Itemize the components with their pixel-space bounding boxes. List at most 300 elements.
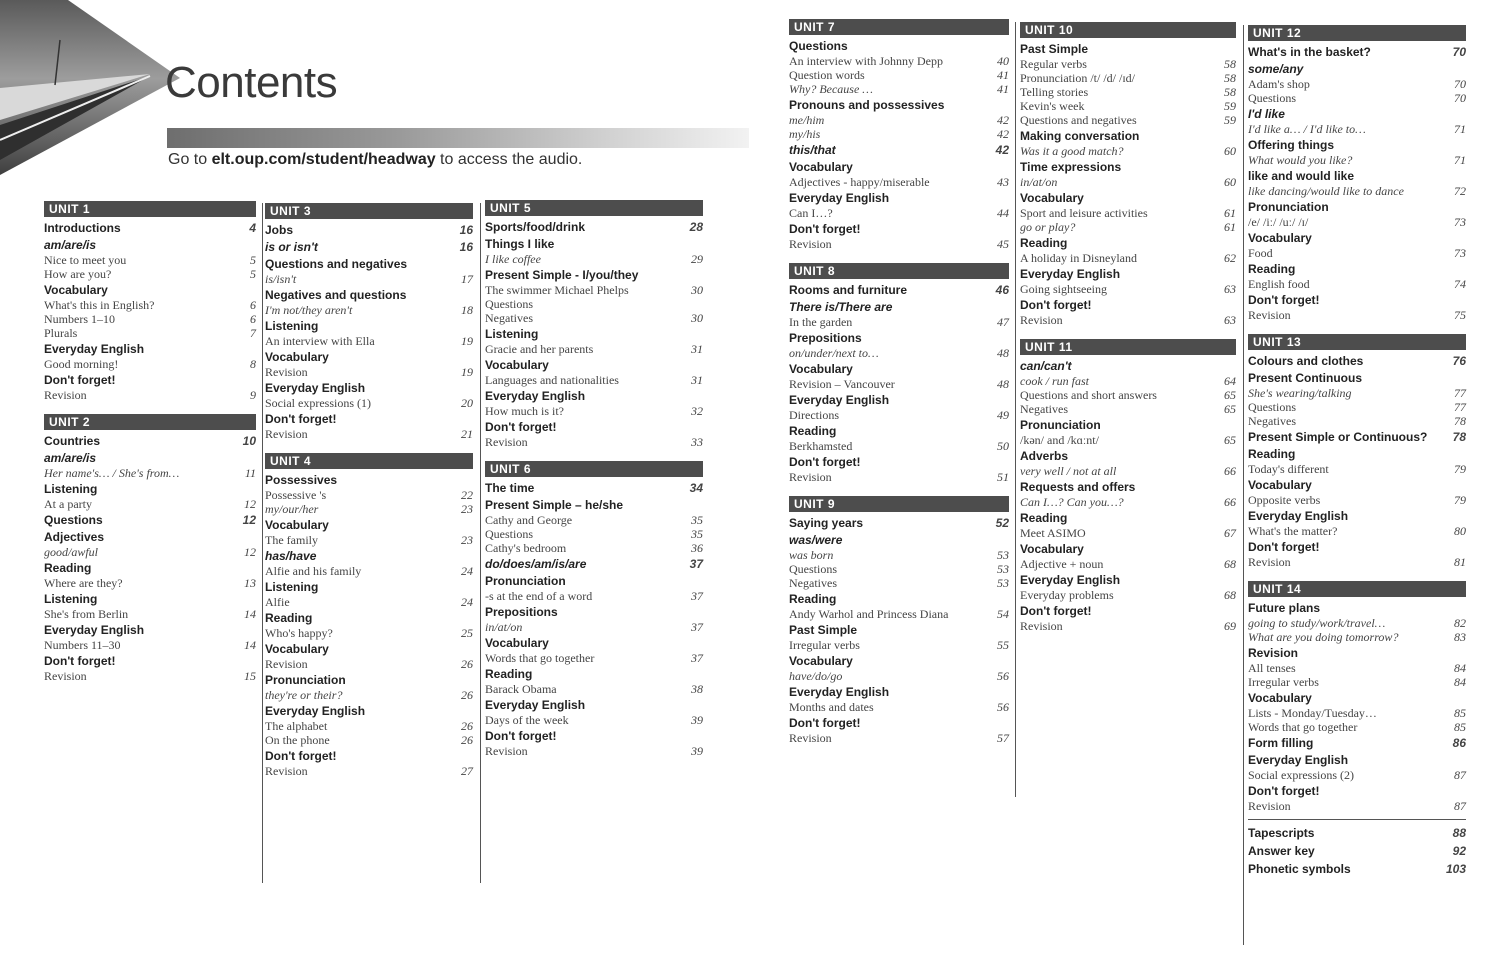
section-heading[interactable] bbox=[265, 288, 473, 303]
section-heading[interactable] bbox=[789, 160, 1009, 175]
toc-entry[interactable] bbox=[485, 297, 703, 311]
section-heading[interactable] bbox=[1248, 371, 1466, 386]
section-heading[interactable] bbox=[1248, 430, 1466, 445]
section-heading[interactable] bbox=[44, 238, 256, 253]
toc-section bbox=[1248, 447, 1466, 476]
toc-entry[interactable] bbox=[1248, 122, 1466, 136]
section-heading[interactable] bbox=[1248, 784, 1466, 799]
toc-entry[interactable] bbox=[1248, 153, 1466, 167]
section-heading[interactable] bbox=[789, 424, 1009, 439]
toc-entry[interactable] bbox=[1020, 402, 1236, 416]
entry-text: What's this in English? bbox=[44, 298, 155, 312]
section-heading[interactable] bbox=[44, 592, 256, 607]
unit-block bbox=[789, 19, 1009, 251]
toc-entry[interactable] bbox=[265, 533, 473, 547]
toc-entry[interactable] bbox=[265, 764, 473, 778]
entry-text: Revision bbox=[1248, 308, 1291, 322]
section-heading[interactable] bbox=[44, 373, 256, 388]
audio-access-note bbox=[168, 151, 582, 169]
section-heading[interactable] bbox=[265, 412, 473, 427]
section-heading[interactable] bbox=[265, 257, 473, 272]
toc-section bbox=[789, 393, 1009, 422]
toc-entry[interactable] bbox=[265, 334, 473, 348]
section-heading-text: Don't forget! bbox=[1020, 604, 1092, 618]
section-heading[interactable] bbox=[1020, 511, 1236, 526]
toc-entry[interactable] bbox=[1020, 464, 1236, 478]
toc-entry[interactable] bbox=[1248, 277, 1466, 291]
section-heading[interactable] bbox=[789, 283, 1009, 298]
page-number: 26 bbox=[461, 657, 473, 671]
toc-entry[interactable] bbox=[1020, 175, 1236, 189]
toc-entry[interactable] bbox=[485, 252, 703, 266]
page-number: 35 bbox=[691, 527, 703, 541]
toc-entry[interactable] bbox=[1020, 374, 1236, 388]
section-heading[interactable] bbox=[789, 222, 1009, 237]
section-heading[interactable] bbox=[1020, 236, 1236, 251]
toc-entry[interactable] bbox=[1020, 495, 1236, 509]
page-number: 83 bbox=[1454, 630, 1466, 644]
section-heading[interactable] bbox=[485, 220, 703, 235]
section-heading[interactable] bbox=[1248, 736, 1466, 751]
section-heading[interactable] bbox=[789, 331, 1009, 346]
entry-text: Adjective + noun bbox=[1020, 557, 1104, 571]
toc-entry[interactable] bbox=[44, 388, 256, 402]
toc-entry[interactable] bbox=[789, 439, 1009, 453]
section-heading[interactable] bbox=[485, 237, 703, 252]
section-heading[interactable] bbox=[265, 642, 473, 657]
toc-entry[interactable] bbox=[1020, 313, 1236, 327]
page-number: 53 bbox=[997, 548, 1009, 562]
section-heading-text: Don't forget! bbox=[485, 729, 557, 743]
toc-entry[interactable] bbox=[265, 657, 473, 671]
section-heading[interactable] bbox=[1248, 509, 1466, 524]
page-number: 52 bbox=[995, 516, 1009, 530]
toc-entry[interactable] bbox=[485, 283, 703, 297]
section-heading[interactable] bbox=[485, 729, 703, 744]
section-heading[interactable] bbox=[1248, 293, 1466, 308]
section-heading[interactable] bbox=[789, 685, 1009, 700]
toc-section bbox=[1020, 160, 1236, 189]
section-heading-text: am/are/is bbox=[44, 451, 97, 465]
toc-entry[interactable] bbox=[485, 342, 703, 356]
section-heading[interactable] bbox=[44, 221, 256, 236]
section-heading[interactable] bbox=[44, 342, 256, 357]
toc-entry[interactable] bbox=[1248, 386, 1466, 400]
toc-entry[interactable] bbox=[1020, 282, 1236, 296]
page-number: 72 bbox=[1454, 184, 1466, 198]
section-heading-text: Prepositions bbox=[485, 605, 558, 619]
toc-section bbox=[44, 592, 256, 621]
section-heading[interactable] bbox=[485, 358, 703, 373]
section-heading[interactable] bbox=[1248, 138, 1466, 153]
page-number: 57 bbox=[997, 731, 1009, 745]
section-heading[interactable] bbox=[1248, 540, 1466, 555]
section-heading[interactable] bbox=[1248, 601, 1466, 616]
section-heading-text: Rooms and furniture bbox=[789, 283, 908, 297]
toc-entry[interactable] bbox=[1248, 215, 1466, 229]
toc-section bbox=[265, 412, 473, 441]
page-number: 22 bbox=[461, 488, 473, 502]
toc-entry[interactable] bbox=[265, 688, 473, 702]
entry-text: Revision bbox=[265, 657, 308, 671]
toc-entry[interactable] bbox=[44, 298, 256, 312]
toc-entry[interactable] bbox=[789, 470, 1009, 484]
section-heading[interactable] bbox=[1020, 573, 1236, 588]
section-heading-text: Questions bbox=[44, 513, 103, 527]
section-heading[interactable] bbox=[44, 513, 256, 528]
toc-entry[interactable] bbox=[789, 576, 1009, 590]
section-heading[interactable] bbox=[789, 98, 1009, 113]
toc-entry[interactable] bbox=[485, 713, 703, 727]
section-heading-text: Vocabulary bbox=[265, 518, 329, 532]
toc-entry[interactable] bbox=[265, 272, 473, 286]
toc-entry[interactable] bbox=[44, 607, 256, 621]
toc-entry[interactable] bbox=[44, 669, 256, 683]
toc-entry[interactable] bbox=[485, 435, 703, 449]
section-heading[interactable] bbox=[44, 283, 256, 298]
section-heading[interactable] bbox=[485, 498, 703, 513]
section-heading-text: Present Continuous bbox=[1248, 371, 1363, 385]
entry-text: in/at/on bbox=[1020, 175, 1058, 189]
toc-entry[interactable] bbox=[1248, 308, 1466, 322]
section-heading[interactable] bbox=[1248, 107, 1466, 122]
entry-text: Alfie and his family bbox=[265, 564, 362, 578]
toc-entry[interactable] bbox=[1020, 206, 1236, 220]
toc-entry[interactable] bbox=[44, 576, 256, 590]
toc-entry[interactable] bbox=[485, 513, 703, 527]
entry-text: Gracie and her parents bbox=[485, 342, 594, 356]
section-heading[interactable] bbox=[1248, 691, 1466, 706]
back-matter-item[interactable] bbox=[1248, 824, 1466, 842]
section-heading[interactable] bbox=[1248, 200, 1466, 215]
back-matter-item[interactable] bbox=[1248, 842, 1466, 860]
toc-entry[interactable] bbox=[789, 548, 1009, 562]
page-number: 70 bbox=[1454, 91, 1466, 105]
section-heading[interactable] bbox=[485, 327, 703, 342]
toc-entry[interactable] bbox=[265, 502, 473, 516]
toc-entry[interactable] bbox=[1248, 524, 1466, 538]
page-number: 18 bbox=[461, 303, 473, 317]
section-heading[interactable] bbox=[1248, 478, 1466, 493]
toc-entry[interactable] bbox=[1248, 720, 1466, 734]
section-heading[interactable] bbox=[789, 300, 1009, 315]
toc-entry[interactable] bbox=[1248, 91, 1466, 105]
section-heading[interactable] bbox=[1248, 646, 1466, 661]
toc-entry[interactable] bbox=[1248, 799, 1466, 813]
toc-entry[interactable] bbox=[265, 488, 473, 502]
page-number: 68 bbox=[1224, 588, 1236, 602]
section-heading-text: Reading bbox=[44, 561, 92, 575]
unit-heading: UNIT 5 bbox=[485, 200, 703, 216]
section-heading[interactable] bbox=[1020, 359, 1236, 374]
section-heading[interactable] bbox=[789, 39, 1009, 54]
section-heading-text: Vocabulary bbox=[789, 362, 853, 376]
toc-entry[interactable] bbox=[1020, 57, 1236, 71]
section-heading[interactable] bbox=[1248, 45, 1466, 60]
section-heading[interactable] bbox=[485, 481, 703, 496]
toc-entry[interactable] bbox=[485, 620, 703, 634]
toc-entry[interactable] bbox=[1248, 77, 1466, 91]
toc-entry[interactable] bbox=[1248, 400, 1466, 414]
section-heading[interactable] bbox=[1248, 62, 1466, 77]
unit-heading: UNIT 10 bbox=[1020, 22, 1236, 38]
section-heading[interactable] bbox=[789, 393, 1009, 408]
section-heading[interactable] bbox=[265, 673, 473, 688]
toc-entry[interactable] bbox=[44, 638, 256, 652]
page-number: 23 bbox=[461, 502, 473, 516]
toc-entry[interactable] bbox=[1020, 588, 1236, 602]
section-heading[interactable] bbox=[44, 482, 256, 497]
toc-entry[interactable] bbox=[265, 733, 473, 747]
section-heading[interactable] bbox=[265, 704, 473, 719]
section-heading-text: Vocabulary bbox=[265, 642, 329, 656]
section-heading[interactable] bbox=[44, 434, 256, 449]
toc-entry[interactable] bbox=[789, 700, 1009, 714]
toc-entry[interactable] bbox=[265, 396, 473, 410]
section-heading[interactable] bbox=[485, 667, 703, 682]
toc-entry[interactable] bbox=[789, 346, 1009, 360]
page-number: 49 bbox=[997, 408, 1009, 422]
toc-entry[interactable] bbox=[265, 719, 473, 733]
section-heading[interactable] bbox=[789, 654, 1009, 669]
section-heading[interactable] bbox=[265, 223, 473, 238]
toc-entry[interactable] bbox=[789, 562, 1009, 576]
toc-entry[interactable] bbox=[485, 541, 703, 555]
toc-entry[interactable] bbox=[265, 626, 473, 640]
toc-entry[interactable] bbox=[789, 638, 1009, 652]
toc-section bbox=[789, 300, 1009, 329]
toc-entry[interactable] bbox=[1020, 619, 1236, 633]
toc-entry[interactable] bbox=[789, 68, 1009, 82]
page-number: 30 bbox=[691, 311, 703, 325]
page-number: 37 bbox=[691, 620, 703, 634]
section-heading[interactable] bbox=[1248, 262, 1466, 277]
section-heading[interactable] bbox=[44, 451, 256, 466]
section-heading[interactable] bbox=[1020, 449, 1236, 464]
page-number: 17 bbox=[461, 272, 473, 286]
toc-entry[interactable] bbox=[44, 312, 256, 326]
section-heading[interactable] bbox=[44, 654, 256, 669]
toc-entry[interactable] bbox=[44, 357, 256, 371]
toc-entry[interactable] bbox=[789, 731, 1009, 745]
toc-section bbox=[265, 518, 473, 547]
section-heading-text: Countries bbox=[44, 434, 101, 448]
unit-spacer bbox=[265, 443, 473, 453]
section-heading[interactable] bbox=[44, 530, 256, 545]
page-number: 75 bbox=[1454, 308, 1466, 322]
toc-entry[interactable] bbox=[789, 206, 1009, 220]
section-heading[interactable] bbox=[485, 698, 703, 713]
section-heading[interactable] bbox=[44, 561, 256, 576]
toc-entry[interactable] bbox=[265, 365, 473, 379]
section-heading[interactable] bbox=[789, 623, 1009, 638]
toc-entry[interactable] bbox=[789, 237, 1009, 251]
toc-entry[interactable] bbox=[44, 497, 256, 511]
section-heading[interactable] bbox=[1020, 191, 1236, 206]
section-heading[interactable] bbox=[265, 319, 473, 334]
toc-entry[interactable] bbox=[1248, 661, 1466, 675]
toc-entry[interactable] bbox=[789, 127, 1009, 141]
section-heading[interactable] bbox=[485, 574, 703, 589]
section-heading[interactable] bbox=[789, 362, 1009, 377]
section-heading[interactable] bbox=[1020, 267, 1236, 282]
section-heading[interactable] bbox=[265, 549, 473, 564]
toc-entry[interactable] bbox=[1248, 630, 1466, 644]
section-heading[interactable] bbox=[485, 636, 703, 651]
toc-entry[interactable] bbox=[1248, 616, 1466, 630]
section-heading[interactable] bbox=[265, 350, 473, 365]
toc-entry[interactable] bbox=[44, 466, 256, 480]
section-heading[interactable] bbox=[789, 533, 1009, 548]
toc-entry[interactable] bbox=[1020, 113, 1236, 127]
toc-section bbox=[789, 455, 1009, 484]
section-heading[interactable] bbox=[265, 611, 473, 626]
page-number: 51 bbox=[997, 470, 1009, 484]
toc-entry[interactable] bbox=[1020, 85, 1236, 99]
toc-section bbox=[1020, 359, 1236, 416]
toc-entry[interactable] bbox=[1020, 220, 1236, 234]
toc-section bbox=[44, 654, 256, 683]
toc-entry[interactable] bbox=[789, 175, 1009, 189]
toc-entry[interactable] bbox=[1020, 71, 1236, 85]
toc-entry[interactable] bbox=[1020, 557, 1236, 571]
toc-entry[interactable] bbox=[485, 527, 703, 541]
unit-heading: UNIT 1 bbox=[44, 201, 256, 217]
section-heading[interactable] bbox=[485, 605, 703, 620]
toc-section bbox=[789, 654, 1009, 683]
page-number: 103 bbox=[1445, 862, 1466, 876]
toc-entry[interactable] bbox=[1248, 768, 1466, 782]
section-heading[interactable] bbox=[789, 592, 1009, 607]
section-heading[interactable] bbox=[44, 623, 256, 638]
toc-entry[interactable] bbox=[789, 82, 1009, 96]
toc-entry[interactable] bbox=[1020, 526, 1236, 540]
section-heading[interactable] bbox=[1020, 42, 1236, 57]
toc-entry[interactable] bbox=[789, 315, 1009, 329]
section-heading[interactable] bbox=[1248, 447, 1466, 462]
section-heading[interactable] bbox=[1248, 354, 1466, 369]
toc-entry[interactable] bbox=[1020, 251, 1236, 265]
section-heading[interactable] bbox=[1020, 542, 1236, 557]
toc-entry[interactable] bbox=[1248, 555, 1466, 569]
back-matter-item[interactable] bbox=[1248, 860, 1466, 878]
contents-column-6 bbox=[1248, 25, 1466, 878]
toc-entry[interactable] bbox=[485, 651, 703, 665]
toc-entry[interactable] bbox=[265, 427, 473, 441]
toc-entry[interactable] bbox=[1248, 414, 1466, 428]
entry-text: going to study/work/travel… bbox=[1248, 616, 1386, 630]
page-number: 55 bbox=[997, 638, 1009, 652]
toc-entry[interactable] bbox=[44, 253, 256, 267]
unit-block bbox=[789, 496, 1009, 745]
toc-entry[interactable] bbox=[485, 744, 703, 758]
toc-entry[interactable] bbox=[485, 589, 703, 603]
section-heading[interactable] bbox=[485, 420, 703, 435]
toc-entry[interactable] bbox=[789, 377, 1009, 391]
toc-entry[interactable] bbox=[485, 373, 703, 387]
toc-entry[interactable] bbox=[485, 311, 703, 325]
section-heading[interactable] bbox=[485, 557, 703, 572]
section-heading[interactable] bbox=[789, 716, 1009, 731]
section-heading[interactable] bbox=[1020, 129, 1236, 144]
entry-text: She's from Berlin bbox=[44, 607, 129, 621]
toc-entry[interactable] bbox=[789, 607, 1009, 621]
section-heading[interactable] bbox=[789, 516, 1009, 531]
toc-entry[interactable] bbox=[485, 682, 703, 696]
toc-entry[interactable] bbox=[789, 669, 1009, 683]
toc-entry[interactable] bbox=[44, 326, 256, 340]
toc-entry[interactable] bbox=[1248, 706, 1466, 720]
audio-link[interactable]: elt.oup.com/student/headway bbox=[211, 151, 436, 168]
toc-section bbox=[485, 698, 703, 727]
toc-entry[interactable] bbox=[1248, 493, 1466, 507]
toc-entry[interactable] bbox=[265, 303, 473, 317]
section-heading[interactable] bbox=[265, 580, 473, 595]
section-heading[interactable] bbox=[265, 473, 473, 488]
toc-entry[interactable] bbox=[1248, 184, 1466, 198]
toc-entry[interactable] bbox=[1020, 144, 1236, 158]
toc-section bbox=[485, 327, 703, 356]
section-heading[interactable] bbox=[1248, 753, 1466, 768]
section-heading[interactable] bbox=[1248, 169, 1466, 184]
page-number: 71 bbox=[1454, 122, 1466, 136]
toc-entry[interactable] bbox=[1248, 246, 1466, 260]
section-heading[interactable] bbox=[1020, 418, 1236, 433]
toc-entry[interactable] bbox=[1020, 388, 1236, 402]
page-number: 9 bbox=[250, 388, 256, 402]
toc-entry[interactable] bbox=[1020, 433, 1236, 447]
section-heading[interactable] bbox=[1020, 160, 1236, 175]
toc-entry[interactable] bbox=[789, 54, 1009, 68]
section-heading[interactable] bbox=[1020, 298, 1236, 313]
section-heading[interactable] bbox=[1020, 604, 1236, 619]
toc-entry[interactable] bbox=[789, 113, 1009, 127]
section-heading[interactable] bbox=[789, 143, 1009, 158]
section-heading[interactable] bbox=[485, 268, 703, 283]
toc-entry[interactable] bbox=[1248, 462, 1466, 476]
page-number: 53 bbox=[997, 576, 1009, 590]
section-heading-text: Sports/food/drink bbox=[485, 220, 585, 234]
toc-entry[interactable] bbox=[1020, 99, 1236, 113]
toc-entry[interactable] bbox=[1248, 675, 1466, 689]
section-heading[interactable] bbox=[789, 455, 1009, 470]
section-heading[interactable] bbox=[265, 381, 473, 396]
toc-section bbox=[1248, 62, 1466, 105]
page-number: 88 bbox=[1452, 826, 1466, 840]
section-heading-text: Past Simple bbox=[1020, 42, 1089, 56]
toc-entry[interactable] bbox=[789, 408, 1009, 422]
section-heading-text: Revision bbox=[1248, 646, 1299, 660]
toc-entry[interactable] bbox=[265, 564, 473, 578]
section-heading[interactable] bbox=[789, 191, 1009, 206]
section-heading[interactable] bbox=[265, 240, 473, 255]
toc-entry[interactable] bbox=[485, 404, 703, 418]
section-heading[interactable] bbox=[265, 749, 473, 764]
toc-entry[interactable] bbox=[265, 595, 473, 609]
section-heading-text: Possessives bbox=[265, 473, 338, 487]
section-heading[interactable] bbox=[1020, 480, 1236, 495]
toc-section bbox=[1248, 169, 1466, 198]
section-heading[interactable] bbox=[265, 518, 473, 533]
section-heading-text: I'd like bbox=[1248, 107, 1285, 121]
section-heading[interactable] bbox=[485, 389, 703, 404]
toc-entry[interactable] bbox=[44, 267, 256, 281]
entry-text: Plurals bbox=[44, 326, 78, 340]
section-heading-text: Vocabulary bbox=[1248, 691, 1312, 705]
section-heading[interactable] bbox=[1248, 231, 1466, 246]
entry-text: On the phone bbox=[265, 733, 330, 747]
toc-entry[interactable] bbox=[44, 545, 256, 559]
